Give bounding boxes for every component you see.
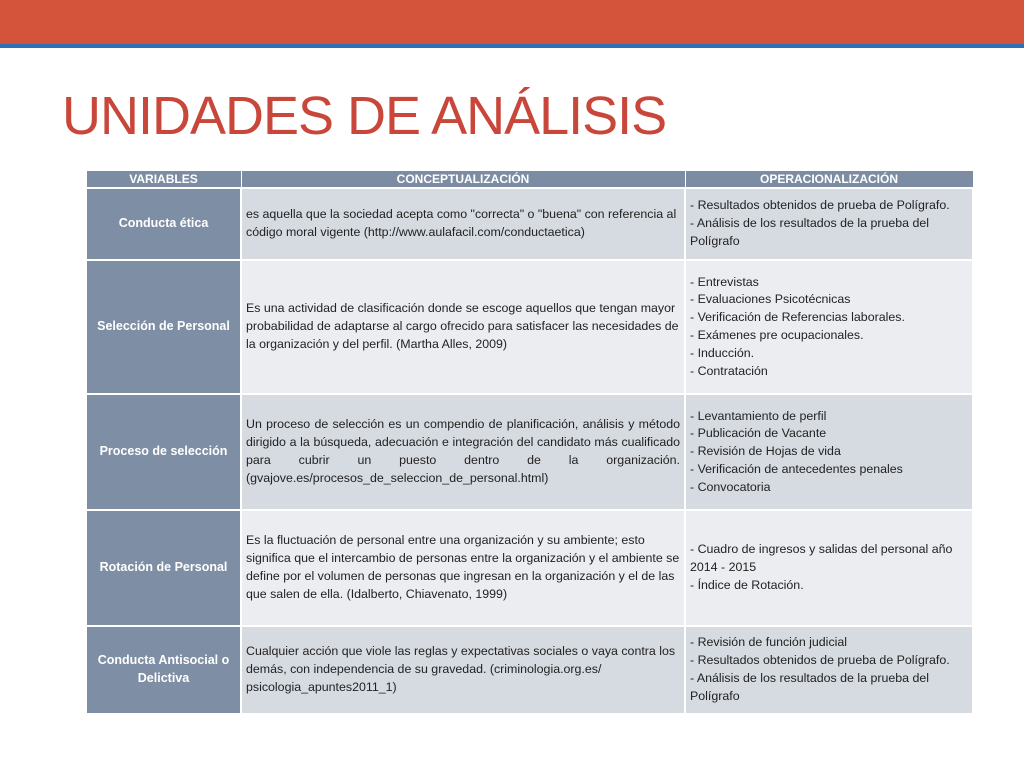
concept-cell: Un proceso de selección es un compendio de planificación, análisis y método dirigido a la búsqueda, adecuación e integración del candidato más cualificado para cubrir un puesto dentro de la organización. (gvajove.es/procesos_de_seleccion_de_personal.html)	[241, 394, 685, 510]
concept-cell: Es una actividad de clasificación donde se escoge aquellos que tengan mayor probabilidad de adaptarse al cargo ofrecido para satisfacer las necesidades de la organización y del perfil. (Martha Alles, 2009)	[241, 260, 685, 394]
header-conceptualization: CONCEPTUALIZACIÓN	[241, 171, 685, 189]
variable-cell: Proceso de selección	[86, 394, 241, 510]
operation-item: - Publicación de Vacante	[690, 426, 827, 441]
operations-cell	[685, 510, 973, 626]
operation-item: - Convocatoria	[690, 479, 771, 494]
slide-title: UNIDADES DE ANÁLISIS	[62, 86, 667, 146]
table-row	[86, 394, 973, 510]
operation-item: - Levantamiento de perfil	[690, 408, 827, 423]
variable-cell: Conducta Antisocial o Delictiva	[86, 626, 241, 714]
concept-cell: es aquella que la sociedad acepta como "correcta" o "buena" con referencia al código moral vigente (http://www.aulafacil.com/conductaetica)	[241, 188, 685, 260]
table-row	[86, 260, 973, 394]
operation-item: - Resultados obtenidos de prueba de Polígrafo.	[690, 198, 950, 213]
operation-item: - Revisión de función judicial	[690, 635, 848, 650]
operations-cell	[685, 626, 973, 714]
table-row	[86, 626, 973, 714]
operation-item: - Evaluaciones Psicotécnicas	[690, 292, 851, 307]
analysis-units-table	[85, 170, 974, 715]
operation-item: - Entrevistas	[690, 274, 759, 289]
header-operationalization: OPERACIONALIZACIÓN	[685, 171, 973, 189]
operations-cell	[685, 260, 973, 394]
variable-cell: Selección de Personal	[86, 260, 241, 394]
operation-item: - Revisión de Hojas de vida	[690, 444, 841, 459]
operation-item: - Verificación de Referencias laborales.	[690, 310, 905, 325]
operation-item: - Verificación de antecedentes penales	[690, 461, 903, 476]
operation-item: - Inducción.	[690, 345, 755, 360]
operation-item: - Análisis de los resultados de la prueba del Polígrafo	[690, 671, 930, 703]
table-header-row	[86, 171, 973, 189]
operation-item: - Contratación	[690, 363, 768, 378]
concept-cell: Es la fluctuación de personal entre una organización y su ambiente; esto significa que el intercambio de personas entre la organización y el ambiente se define por el volumen de personas que ingresan en la organización y el de las que salen de ella. (Idalberto, Chiavenato, 1999)	[241, 510, 685, 626]
table-row	[86, 188, 973, 260]
variable-cell: Conducta ética	[86, 188, 241, 260]
variable-cell: Rotación de Personal	[86, 510, 241, 626]
operations-cell	[685, 394, 973, 510]
operation-item: - Resultados obtenidos de prueba de Polígrafo.	[690, 653, 950, 668]
operation-item: - Índice de Rotación.	[690, 577, 804, 592]
concept-cell: Cualquier acción que viole las reglas y expectativas sociales o vaya contra los demás, con independencia de su gravedad. (criminologia.org.es/ psicologia_apuntes2011_1)	[241, 626, 685, 714]
top-accent-stripe	[0, 44, 1024, 48]
header-variables: VARIABLES	[86, 171, 241, 189]
top-accent-bar	[0, 0, 1024, 44]
table-row	[86, 510, 973, 626]
operation-item: - Cuadro de ingresos y salidas del personal año 2014 - 2015	[690, 542, 953, 575]
operations-cell	[685, 188, 973, 260]
operation-item: - Exámenes pre ocupacionales.	[690, 328, 864, 342]
operation-item: - Análisis de los resultados de la prueba del Polígrafo	[690, 216, 930, 248]
